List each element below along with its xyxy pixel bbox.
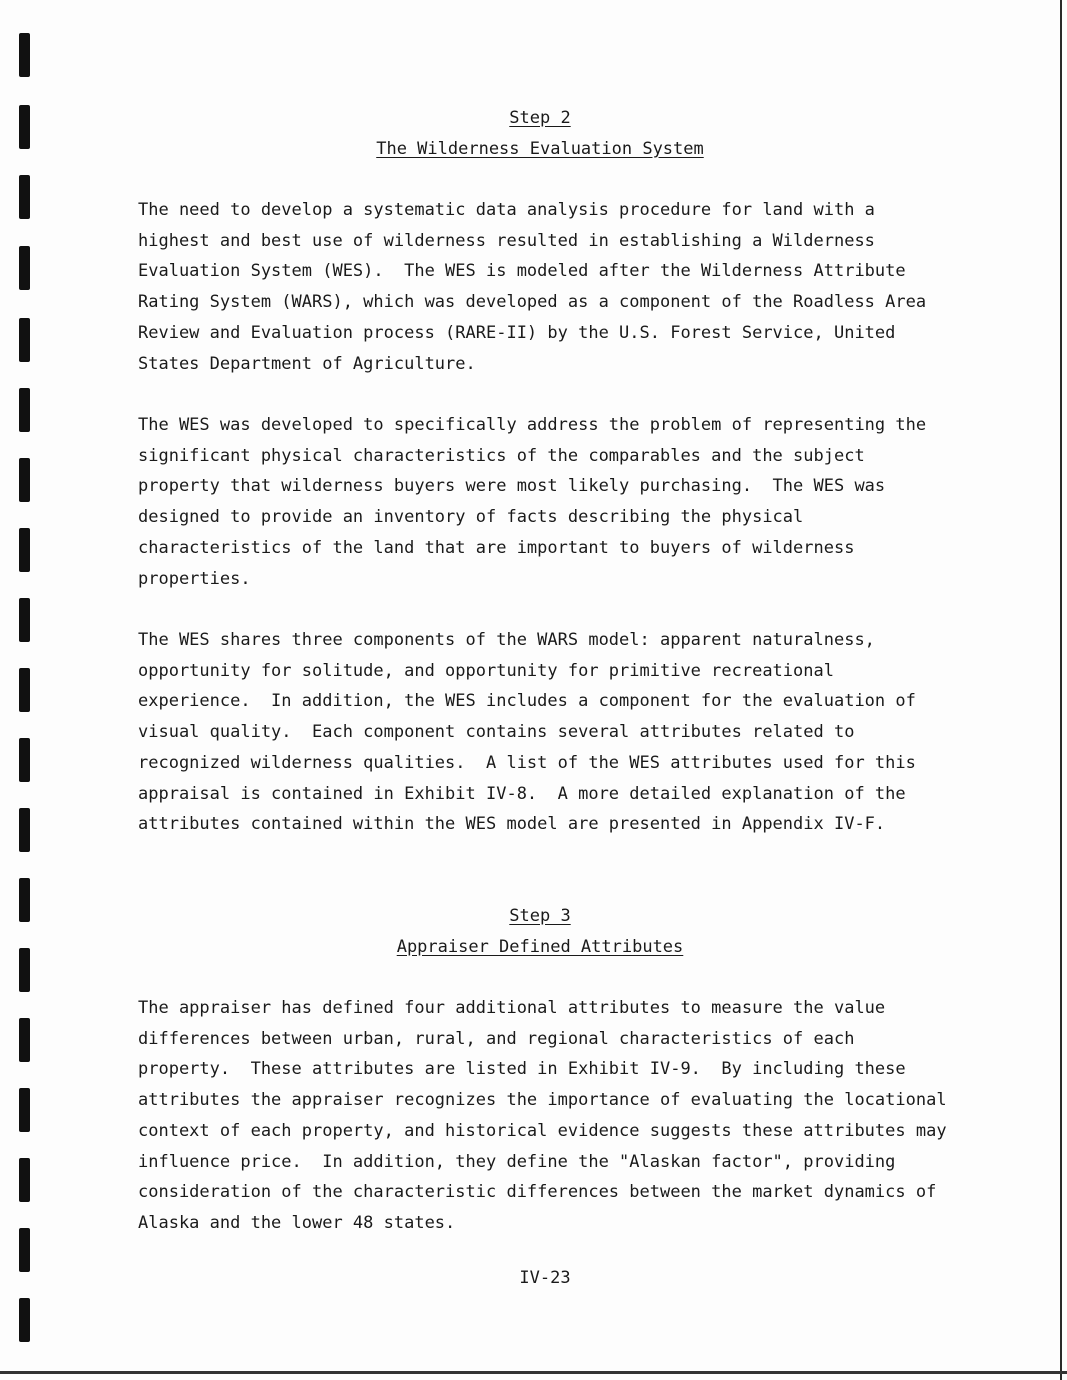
text-line: attributes the appraiser recognizes the importance of evaluating the locational — [138, 1090, 947, 1111]
text-line: property that wilderness buyers were most likely purchasing. The WES was — [138, 476, 886, 497]
text-line: opportunity for solitude, and opportunity for primitive recreational — [138, 660, 834, 681]
page-number: IV-23 — [519, 1268, 571, 1288]
binder-mark — [19, 246, 30, 290]
section-heading-step-3 — [0, 901, 1067, 962]
binder-mark — [19, 1158, 30, 1202]
text-line: The WES was developed to specifically address the problem of representing the — [138, 415, 927, 435]
binder-mark — [19, 33, 30, 77]
text-line: visual quality. Each component contains several attributes related to — [138, 722, 855, 743]
page-edge-bottom — [0, 1371, 1067, 1374]
section-title: Appraiser Defined Attributes — [396, 936, 684, 957]
binder-mark — [19, 598, 30, 642]
section-title: The Wilderness Evaluation System — [376, 138, 704, 159]
binder-mark — [19, 1228, 30, 1272]
text-line: property. These attributes are listed in Exhibit IV-9. By including these — [138, 1059, 906, 1080]
step-label: Step 2 — [509, 108, 571, 128]
binder-mark — [19, 175, 30, 219]
binder-mark — [19, 1088, 30, 1132]
text-line: properties. — [138, 568, 251, 589]
text-line: highest and best use of wilderness resulted in establishing a Wilderness — [138, 230, 875, 251]
step-label: Step 3 — [509, 906, 571, 926]
text-line: Review and Evaluation process (RARE-II) by the U.S. Forest Service, United — [138, 322, 896, 343]
text-line: experience. In addition, the WES includes a component for the evaluation of — [138, 691, 916, 712]
binder-mark — [19, 528, 30, 572]
binder-mark — [19, 808, 30, 852]
text-line: differences between urban, rural, and regional characteristics of each — [138, 1028, 855, 1049]
binder-mark — [19, 318, 30, 362]
text-line: designed to provide an inventory of facts describing the physical — [138, 507, 804, 528]
paragraph — [138, 195, 968, 379]
binder-mark — [19, 388, 30, 432]
section-heading-step-2 — [0, 103, 1067, 164]
paragraph — [138, 993, 968, 1239]
binder-mark — [19, 668, 30, 712]
text-line: recognized wilderness qualities. A list of the WES attributes used for this — [138, 752, 916, 773]
binder-mark — [19, 458, 30, 502]
text-line: attributes contained within the WES model are presented in Appendix IV-F. — [138, 814, 886, 835]
text-line: Evaluation System (WES). The WES is modeled after the Wilderness Attribute — [138, 261, 906, 282]
binder-mark — [19, 738, 30, 782]
text-line: influence price. In addition, they define the "Alaskan factor", providing — [138, 1151, 896, 1172]
text-line: The need to develop a systematic data analysis procedure for land with a — [138, 200, 875, 220]
text-line: The appraiser has defined four additional attributes to measure the value — [138, 998, 886, 1018]
text-line: Rating System (WARS), which was developed as a component of the Roadless Area — [138, 292, 927, 313]
paragraph — [138, 410, 968, 594]
paragraph — [138, 625, 968, 840]
text-line: context of each property, and historical evidence suggests these attributes may — [138, 1120, 947, 1141]
text-line: consideration of the characteristic differences between the market dynamics of — [138, 1182, 937, 1203]
text-line: Alaska and the lower 48 states. — [138, 1212, 456, 1233]
binder-mark — [19, 1018, 30, 1062]
text-line: States Department of Agriculture. — [138, 353, 476, 374]
text-line: significant physical characteristics of the comparables and the subject — [138, 445, 865, 466]
binder-mark — [19, 1298, 30, 1342]
text-line: The WES shares three components of the WARS model: apparent naturalness, — [138, 630, 875, 650]
page-edge-right — [1060, 0, 1062, 1380]
text-line: appraisal is contained in Exhibit IV-8. A more detailed explanation of the — [138, 783, 906, 804]
text-line: characteristics of the land that are important to buyers of wilderness — [138, 537, 855, 558]
